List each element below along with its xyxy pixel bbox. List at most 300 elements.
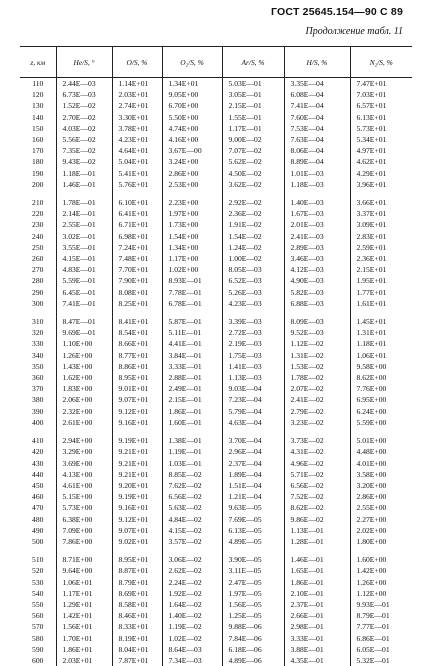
cell-he: 7.86E+00 — [56, 536, 112, 547]
cell-h: 5.71E—02 — [284, 469, 350, 480]
table-row — [20, 610, 412, 621]
cell-ar: 1.54E—02 — [222, 231, 284, 242]
cell-h: 2.79E—02 — [284, 406, 350, 417]
cell-he: 6.45E—01 — [56, 287, 112, 298]
cell-ar: 1.55E—01 — [222, 112, 284, 123]
cell-altitude: 160 — [32, 135, 44, 145]
cell-o2: 5.11E—01 — [162, 327, 222, 338]
cell-o: 4.64E+01 — [112, 145, 162, 156]
cell-h: 4.12E—03 — [284, 264, 350, 275]
cell-o2: 8.85E—02 — [162, 469, 222, 480]
cell-h: 4.96E—02 — [284, 458, 350, 469]
cell-altitude: 410 — [32, 436, 44, 446]
cell-o2: 2.88E—01 — [162, 372, 222, 383]
table-row — [20, 179, 412, 190]
cell-n2: 5.73E+01 — [350, 123, 412, 134]
cell-n2: 1.26E+00 — [350, 577, 412, 588]
cell-n2: 2.55E+00 — [350, 502, 412, 513]
cell-ar: 1.51E—04 — [222, 480, 284, 491]
cell-n2: 9.93E—01 — [350, 599, 412, 610]
cell-he: 6.73E—03 — [56, 89, 112, 100]
cell-n2: 2.27E+00 — [350, 514, 412, 525]
cell-o2: 4.41E—01 — [162, 338, 222, 349]
cell-o: 9.21E+01 — [112, 469, 162, 480]
cell-altitude: 600 — [32, 655, 44, 665]
cell-n2: 1.77E+01 — [350, 287, 412, 298]
cell-altitude: 130 — [32, 101, 44, 111]
cell-n2: 2.83E+01 — [350, 231, 412, 242]
cell-n2: 5.34E+01 — [350, 134, 412, 145]
cell-he: 7.35E—02 — [56, 145, 112, 156]
cell-ar: 5.03E—01 — [222, 78, 284, 90]
table-row — [20, 577, 412, 588]
cell-n2: 7.77E—01 — [350, 621, 412, 632]
cell-n2: 3.58E+00 — [350, 469, 412, 480]
cell-o2: 3.57E—02 — [162, 536, 222, 547]
col-header-o2: O₂/S, % — [162, 47, 222, 78]
table-row — [20, 536, 412, 547]
spacer-cell — [350, 547, 412, 554]
table-row — [20, 655, 412, 666]
cell-he: 9.64E+00 — [56, 565, 112, 576]
cell-ar: 9.88E—06 — [222, 621, 284, 632]
cell-he: 2.44E—03 — [56, 78, 112, 90]
spacer-cell — [112, 309, 162, 316]
cell-h: 2.07E—02 — [284, 383, 350, 394]
cell-ar: 3.05E—01 — [222, 89, 284, 100]
table-row — [20, 123, 412, 134]
cell-o: 8.25E+01 — [112, 298, 162, 309]
spacer-cell — [350, 428, 412, 435]
cell-he: 6.38E+00 — [56, 514, 112, 525]
cell-altitude: 290 — [32, 287, 44, 297]
cell-h: 4.90E—03 — [284, 275, 350, 286]
table-row — [20, 338, 412, 349]
cell-he: 1.52E—02 — [56, 100, 112, 111]
cell-ar: 1.75E—03 — [222, 350, 284, 361]
cell-ar: 1.17E—01 — [222, 123, 284, 134]
cell-he: 1.18E—01 — [56, 168, 112, 179]
table-row — [20, 417, 412, 428]
cell-h: 2.66E—01 — [284, 610, 350, 621]
cell-h: 1.78E—02 — [284, 372, 350, 383]
cell-altitude: 220 — [32, 209, 44, 219]
cell-o: 9.20E+01 — [112, 480, 162, 491]
cell-o2: 6.78E—01 — [162, 298, 222, 309]
cell-altitude: 370 — [32, 384, 44, 394]
cell-h: 1.53E—02 — [284, 361, 350, 372]
cell-h: 8.06E—04 — [284, 145, 350, 156]
cell-he: 5.59E—01 — [56, 275, 112, 286]
cell-o2: 2.15E—01 — [162, 394, 222, 405]
cell-ar: 1.89E—04 — [222, 469, 284, 480]
table-row — [20, 264, 412, 275]
cell-o: 9.02E+01 — [112, 536, 162, 547]
table-row — [20, 633, 412, 644]
cell-altitude: 260 — [32, 254, 44, 264]
cell-altitude: 180 — [32, 157, 44, 167]
cell-h: 7.60E—04 — [284, 112, 350, 123]
cell-he: 2.32E+00 — [56, 406, 112, 417]
cell-h: 1.67E—03 — [284, 208, 350, 219]
table-row — [20, 156, 412, 167]
cell-o: 8.95E+01 — [112, 372, 162, 383]
col-header-altitude: z, км — [20, 47, 56, 78]
cell-n2: 2.86E+00 — [350, 491, 412, 502]
cell-he: 5.56E—02 — [56, 134, 112, 145]
table-row — [20, 253, 412, 264]
cell-n2: 1.61E+01 — [350, 298, 412, 309]
cell-ar: 1.91E—02 — [222, 219, 284, 230]
cell-he: 9.43E—02 — [56, 156, 112, 167]
cell-o: 6.71E+01 — [112, 219, 162, 230]
spacer-cell — [162, 309, 222, 316]
cell-n2: 3.96E+01 — [350, 179, 412, 190]
cell-ar: 1.41E—03 — [222, 361, 284, 372]
cell-o2: 1.64E—02 — [162, 599, 222, 610]
cell-he: 4.13E+00 — [56, 469, 112, 480]
cell-o: 9.16E+01 — [112, 502, 162, 513]
cell-altitude: 470 — [32, 503, 44, 513]
spacer-cell — [284, 190, 350, 197]
cell-he: 2.14E—01 — [56, 208, 112, 219]
cell-h: 3.33E—01 — [284, 633, 350, 644]
cell-h: 1.01E—03 — [284, 168, 350, 179]
cell-o2: 1.97E+00 — [162, 208, 222, 219]
cell-o2: 8.64E—03 — [162, 644, 222, 655]
cell-o: 8.69E+01 — [112, 588, 162, 599]
cell-n2: 6.95E+00 — [350, 394, 412, 405]
cell-h: 2.89E—03 — [284, 242, 350, 253]
cell-altitude: 490 — [32, 525, 44, 535]
cell-o: 8.19E+01 — [112, 633, 162, 644]
cell-n2: 8.79E—01 — [350, 610, 412, 621]
table-row — [20, 208, 412, 219]
cell-n2: 1.42E+00 — [350, 565, 412, 576]
cell-h: 2.37E—01 — [284, 599, 350, 610]
cell-ar: 1.97E—05 — [222, 588, 284, 599]
cell-ar: 3.62E—02 — [222, 179, 284, 190]
cell-n2: 1.60E+00 — [350, 554, 412, 565]
cell-he: 9.69E—01 — [56, 327, 112, 338]
spacer-cell — [56, 309, 112, 316]
cell-altitude: 500 — [32, 536, 44, 546]
cell-o2: 2.23E+00 — [162, 197, 222, 208]
cell-ar: 1.21E—04 — [222, 491, 284, 502]
table-row — [20, 242, 412, 253]
cell-o: 9.21E+01 — [112, 458, 162, 469]
cell-altitude: 530 — [32, 577, 44, 587]
spacer-cell — [162, 190, 222, 197]
cell-ar: 2.47E—05 — [222, 577, 284, 588]
cell-n2: 3.09E+01 — [350, 219, 412, 230]
spacer-cell — [222, 428, 284, 435]
cell-h: 9.86E—02 — [284, 514, 350, 525]
cell-o: 9.19E+01 — [112, 491, 162, 502]
table-row — [20, 231, 412, 242]
spacer-cell — [222, 547, 284, 554]
cell-n2: 6.24E+00 — [350, 406, 412, 417]
cell-o2: 7.34E—03 — [162, 655, 222, 666]
cell-o2: 5.50E+00 — [162, 112, 222, 123]
cell-o: 9.07E+01 — [112, 525, 162, 536]
cell-he: 3.29E+00 — [56, 446, 112, 457]
cell-o: 9.16E+01 — [112, 417, 162, 428]
cell-h: 6.08E—04 — [284, 89, 350, 100]
cell-h: 9.52E—03 — [284, 327, 350, 338]
spacer-cell — [162, 428, 222, 435]
cell-o: 8.77E+01 — [112, 350, 162, 361]
cell-n2: 5.59E+00 — [350, 417, 412, 428]
spacer-cell — [20, 190, 56, 197]
cell-n2: 3.66E+01 — [350, 197, 412, 208]
cell-ar: 7.07E—02 — [222, 145, 284, 156]
cell-o2: 3.33E—01 — [162, 361, 222, 372]
cell-h: 1.13E—01 — [284, 525, 350, 536]
cell-o: 1.14E+01 — [112, 78, 162, 90]
cell-h: 2.10E—01 — [284, 588, 350, 599]
cell-ar: 2.36E—02 — [222, 208, 284, 219]
cell-o2: 4.15E—02 — [162, 525, 222, 536]
cell-altitude: 580 — [32, 633, 44, 643]
spacer-cell — [56, 547, 112, 554]
cell-o2: 7.78E—01 — [162, 287, 222, 298]
cell-altitude: 540 — [32, 588, 44, 598]
cell-ar: 1.25E—05 — [222, 610, 284, 621]
cell-o: 6.10E+01 — [112, 197, 162, 208]
cell-o: 8.87E+01 — [112, 565, 162, 576]
col-header-o: O/S, % — [112, 47, 162, 78]
cell-he: 8.47E—01 — [56, 316, 112, 327]
cell-n2: 8.62E+00 — [350, 372, 412, 383]
cell-h: 3.88E—01 — [284, 644, 350, 655]
cell-altitude: 310 — [32, 317, 44, 327]
table-row — [20, 502, 412, 513]
cell-o: 7.24E+01 — [112, 242, 162, 253]
table-row — [20, 525, 412, 536]
cell-h: 4.31E—02 — [284, 446, 350, 457]
cell-ar: 4.89E—06 — [222, 655, 284, 666]
cell-o2: 4.16E+00 — [162, 134, 222, 145]
cell-n2: 1.80E+00 — [350, 536, 412, 547]
cell-o2: 8.93E—01 — [162, 275, 222, 286]
col-header-he: He/S, ° — [56, 47, 112, 78]
cell-altitude: 390 — [32, 406, 44, 416]
cell-o2: 2.86E+00 — [162, 168, 222, 179]
cell-o2: 6.56E—02 — [162, 491, 222, 502]
table-row — [20, 287, 412, 298]
cell-n2: 2.36E+01 — [350, 253, 412, 264]
table-row — [20, 383, 412, 394]
cell-altitude: 400 — [32, 417, 44, 427]
cell-n2: 7.76E+00 — [350, 383, 412, 394]
cell-n2: 3.20E+00 — [350, 480, 412, 491]
cell-o: 8.79E+01 — [112, 577, 162, 588]
cell-he: 4.83E—01 — [56, 264, 112, 275]
cell-altitude: 550 — [32, 599, 44, 609]
table-row — [20, 644, 412, 655]
cell-he: 1.29E+01 — [56, 599, 112, 610]
cell-n2: 7.47E+01 — [350, 78, 412, 90]
cell-altitude: 450 — [32, 480, 44, 490]
cell-o2: 1.92E—02 — [162, 588, 222, 599]
table-row — [20, 316, 412, 327]
cell-n2: 1.31E+01 — [350, 327, 412, 338]
cell-ar: 3.39E—03 — [222, 316, 284, 327]
cell-h: 2.41E—03 — [284, 231, 350, 242]
cell-o: 8.41E+01 — [112, 316, 162, 327]
cell-o2: 7.62E—02 — [162, 480, 222, 491]
table-row — [20, 435, 412, 446]
cell-o2: 1.19E—01 — [162, 446, 222, 457]
cell-o: 6.41E+01 — [112, 208, 162, 219]
cell-altitude: 460 — [32, 492, 44, 502]
cell-h: 2.41E—02 — [284, 394, 350, 405]
cell-o2: 1.02E+00 — [162, 264, 222, 275]
cell-ar: 6.13E—05 — [222, 525, 284, 536]
cell-o2: 1.73E+00 — [162, 219, 222, 230]
cell-altitude: 210 — [32, 198, 44, 208]
cell-o2: 4.74E+00 — [162, 123, 222, 134]
table-header-row — [20, 47, 412, 78]
cell-altitude: 570 — [32, 622, 44, 632]
cell-he: 5.73E+00 — [56, 502, 112, 513]
cell-o: 2.74E+01 — [112, 100, 162, 111]
spacer-cell — [20, 428, 56, 435]
cell-h: 5.82E—03 — [284, 287, 350, 298]
cell-he: 1.06E+01 — [56, 577, 112, 588]
table-row — [20, 112, 412, 123]
cell-n2: 2.59E+01 — [350, 242, 412, 253]
cell-o: 7.87E+01 — [112, 655, 162, 666]
cell-altitude: 360 — [32, 373, 44, 383]
cell-o: 8.95E+01 — [112, 554, 162, 565]
cell-ar: 4.89E—05 — [222, 536, 284, 547]
cell-n2: 2.02E+00 — [350, 525, 412, 536]
cell-o: 9.21E+01 — [112, 446, 162, 457]
cell-he: 1.42E+01 — [56, 610, 112, 621]
cell-h: 1.40E—03 — [284, 197, 350, 208]
cell-n2: 9.58E+00 — [350, 361, 412, 372]
cell-altitude: 510 — [32, 555, 44, 565]
cell-he: 4.15E—01 — [56, 253, 112, 264]
cell-h: 6.56E—02 — [284, 480, 350, 491]
cell-o2: 1.02E—02 — [162, 633, 222, 644]
spacer-cell — [162, 547, 222, 554]
cell-n2: 4.62E+01 — [350, 156, 412, 167]
cell-h: 8.09E—03 — [284, 316, 350, 327]
spacer-cell — [222, 309, 284, 316]
cell-h: 7.63E—04 — [284, 134, 350, 145]
cell-n2: 1.45E+01 — [350, 316, 412, 327]
cell-h: 1.18E—03 — [284, 179, 350, 190]
cell-altitude: 420 — [32, 447, 44, 457]
cell-o2: 1.86E—01 — [162, 406, 222, 417]
table-row — [20, 514, 412, 525]
cell-o: 2.03E+01 — [112, 89, 162, 100]
cell-o: 6.98E+01 — [112, 231, 162, 242]
group-spacer — [20, 428, 412, 435]
spacer-cell — [284, 547, 350, 554]
cell-o2: 5.63E—02 — [162, 502, 222, 513]
cell-ar: 6.18E—06 — [222, 644, 284, 655]
cell-ar: 7.84E—06 — [222, 633, 284, 644]
spacer-cell — [284, 309, 350, 316]
cell-altitude: 520 — [32, 566, 44, 576]
cell-o: 9.01E+01 — [112, 383, 162, 394]
cell-he: 1.86E+01 — [56, 644, 112, 655]
table-row — [20, 327, 412, 338]
cell-altitude: 320 — [32, 328, 44, 338]
cell-ar: 3.11E—05 — [222, 565, 284, 576]
col-header-ar: Ar/S, % — [222, 47, 284, 78]
cell-n2: 6.05E—01 — [350, 644, 412, 655]
table-row — [20, 565, 412, 576]
cell-o2: 1.03E—01 — [162, 458, 222, 469]
cell-o: 5.41E+01 — [112, 168, 162, 179]
cell-altitude: 590 — [32, 644, 44, 654]
cell-h: 3.23E—02 — [284, 417, 350, 428]
cell-altitude: 170 — [32, 146, 44, 156]
cell-h: 7.53E—04 — [284, 123, 350, 134]
cell-n2: 6.57E+01 — [350, 100, 412, 111]
cell-o: 5.04E+01 — [112, 156, 162, 167]
cell-o: 3.78E+01 — [112, 123, 162, 134]
cell-he: 8.71E+00 — [56, 554, 112, 565]
cell-h: 1.65E—01 — [284, 565, 350, 576]
cell-n2: 4.97E+01 — [350, 145, 412, 156]
cell-n2: 1.12E+00 — [350, 588, 412, 599]
cell-ar: 2.37E—04 — [222, 458, 284, 469]
cell-he: 4.61E+00 — [56, 480, 112, 491]
cell-ar: 1.24E—02 — [222, 242, 284, 253]
cell-n2: 1.95E+01 — [350, 275, 412, 286]
cell-o2: 2.53E+00 — [162, 179, 222, 190]
cell-o2: 2.24E—02 — [162, 577, 222, 588]
table-row — [20, 197, 412, 208]
cell-o: 7.70E+01 — [112, 264, 162, 275]
table-row — [20, 480, 412, 491]
cell-altitude: 200 — [32, 179, 44, 189]
cell-altitude: 270 — [32, 265, 44, 275]
cell-he: 1.43E+00 — [56, 361, 112, 372]
cell-ar: 6.52E—03 — [222, 275, 284, 286]
cell-ar: 5.79E—04 — [222, 406, 284, 417]
cell-n2: 5.32E—01 — [350, 655, 412, 666]
cell-he: 5.15E+00 — [56, 491, 112, 502]
cell-h: 3.35E—04 — [284, 78, 350, 90]
cell-h: 1.86E—01 — [284, 577, 350, 588]
cell-altitude: 240 — [32, 231, 44, 241]
cell-altitude: 140 — [32, 112, 44, 122]
cell-he: 2.06E+00 — [56, 394, 112, 405]
cell-he: 2.94E+00 — [56, 435, 112, 446]
cell-h: 6.88E—03 — [284, 298, 350, 309]
table-row — [20, 372, 412, 383]
table-row — [20, 100, 412, 111]
cell-he: 2.03E+01 — [56, 655, 112, 666]
spacer-cell — [56, 428, 112, 435]
cell-altitude: 190 — [32, 168, 44, 178]
cell-ar: 9.03E—04 — [222, 383, 284, 394]
cell-o2: 1.60E—01 — [162, 417, 222, 428]
cell-o2: 3.24E+00 — [162, 156, 222, 167]
cell-altitude: 430 — [32, 458, 44, 468]
cell-o: 9.07E+01 — [112, 394, 162, 405]
col-header-h: H/S, % — [284, 47, 350, 78]
cell-o2: 5.87E—01 — [162, 316, 222, 327]
cell-n2: 7.03E+01 — [350, 89, 412, 100]
